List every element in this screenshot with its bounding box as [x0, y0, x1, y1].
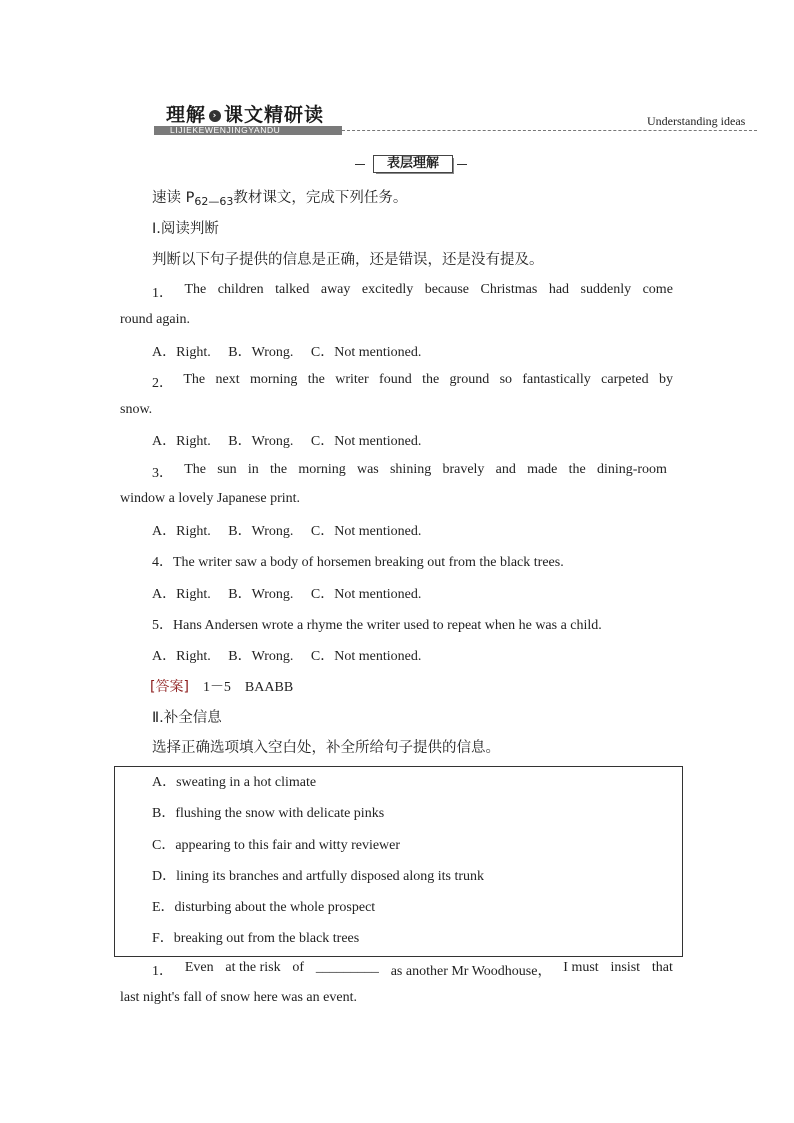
question-3-line1: [152, 462, 667, 482]
part1-heading: Ⅰ.阅读判断: [152, 221, 219, 237]
question-1-line2: round again.: [120, 312, 190, 327]
answer-label: [答案]: [150, 679, 189, 695]
label-line-right: [457, 164, 467, 165]
q-word: the: [269, 462, 288, 477]
q-word: morning: [249, 372, 298, 387]
question-3-options: A．Right. B．Wrong. C．Not mentioned.: [152, 524, 422, 539]
q-word: in: [247, 462, 259, 477]
fill-question-1-line2: last night's fall of snow here was an event.: [120, 990, 357, 1005]
q-word: by: [658, 372, 673, 387]
fill-question-1-line1: [152, 960, 673, 980]
q-word: had: [548, 282, 570, 297]
header-divider: [342, 130, 757, 131]
option-f: F．breaking out from the black trees: [152, 931, 360, 946]
q-word: talked: [275, 282, 310, 297]
question-2-line2: snow.: [120, 402, 153, 417]
question-4-options: A．Right. B．Wrong. C．Not mentioned.: [152, 587, 422, 602]
q-word: carpeted: [601, 372, 649, 387]
q-word: and: [495, 462, 516, 477]
question-1-line1: [152, 282, 673, 302]
q-word: 1．: [152, 286, 173, 301]
option-e: E．disturbing about the whole prospect: [152, 900, 376, 915]
q-word: suddenly: [580, 282, 632, 297]
question-3-line2: window a lovely Japanese print.: [120, 491, 301, 506]
section-title-right: 课文精研读: [224, 104, 325, 126]
q-word: insist: [610, 960, 641, 975]
q-word: the: [422, 372, 440, 387]
chevron-right-icon: ›: [209, 110, 221, 122]
q-word: that: [651, 960, 673, 975]
q-word: children: [217, 282, 264, 297]
question-2-line1: [152, 372, 673, 392]
section-label: [355, 155, 469, 173]
section-title: [166, 100, 324, 127]
q-word: writer: [335, 372, 369, 387]
option-b: B．flushing the snow with delicate pinks: [152, 806, 385, 821]
question-1-options: A．Right. B．Wrong. C．Not mentioned.: [152, 345, 422, 360]
intro-text-after: 教材课文，完成下列任务。: [233, 190, 408, 206]
q-word: sun: [217, 462, 237, 477]
part1-instruction: 判断以下句子提供的信息是正确，还是错误，还是没有提及。: [152, 252, 544, 268]
q-word: because: [424, 282, 470, 297]
q-word: so: [499, 372, 513, 387]
option-a: A．sweating in a hot climate: [152, 775, 317, 790]
answer-line: [150, 676, 293, 696]
q-word: 1．: [152, 964, 173, 979]
section-pinyin: LIJIEKEWENJINGYANDU: [170, 125, 281, 135]
question-4-line1: 4．The writer saw a body of horsemen breaking out from the black trees.: [152, 555, 564, 570]
q-word: 3．: [152, 466, 173, 481]
part2-heading: Ⅱ.补全信息: [152, 710, 222, 726]
question-5-line1: 5．Hans Andersen wrote a rhyme the writer used to repeat when he was a child.: [152, 618, 602, 633]
page-range: 62—63: [194, 195, 234, 208]
answer-blank: _________: [315, 960, 379, 975]
q-word: fantastically: [522, 372, 591, 387]
option-c: C．appearing to this fair and witty reviewer: [152, 838, 401, 853]
q-word: next: [215, 372, 240, 387]
label-line-left: [355, 164, 365, 165]
q-word: shining: [389, 462, 432, 477]
q-word: bravely: [442, 462, 485, 477]
q-word: The: [184, 282, 207, 297]
q-word: at the risk: [225, 960, 281, 975]
q-word: away: [320, 282, 351, 297]
q-word: found: [379, 372, 412, 387]
header-english-label: Understanding ideas: [647, 114, 746, 128]
part2-instruction: 选择正确选项填入空白处，补全所给句子提供的信息。: [152, 740, 500, 756]
q-word: come: [642, 282, 673, 297]
q-word: of: [292, 960, 305, 975]
q-word: The: [183, 372, 206, 387]
q-word: I must: [563, 960, 599, 975]
question-2-options: A．Right. B．Wrong. C．Not mentioned.: [152, 434, 422, 449]
intro-line: [152, 186, 407, 208]
q-word: Christmas: [480, 282, 538, 297]
q-word: made: [527, 462, 558, 477]
q-word: 2．: [152, 376, 173, 391]
q-word: excitedly: [361, 282, 414, 297]
intro-text: 速读 P: [152, 190, 195, 206]
option-d: D．lining its branches and artfully disposed along its trunk: [152, 869, 485, 884]
answer-value: 1－5 BAABB: [202, 680, 294, 695]
q-word: the: [568, 462, 586, 477]
q-word: ground: [449, 372, 490, 387]
q-word: Even: [184, 960, 214, 975]
q-word: was: [356, 462, 379, 477]
q-word: The: [184, 462, 206, 477]
section-label-text: 表层理解: [373, 155, 453, 173]
q-word: morning: [298, 462, 346, 477]
section-title-left: 理解: [166, 104, 207, 126]
q-word: the: [307, 372, 325, 387]
q-word: as another Mr Woodhouse，: [390, 964, 552, 979]
q-word: dining-room: [596, 462, 667, 477]
question-5-options: A．Right. B．Wrong. C．Not mentioned.: [152, 649, 422, 664]
